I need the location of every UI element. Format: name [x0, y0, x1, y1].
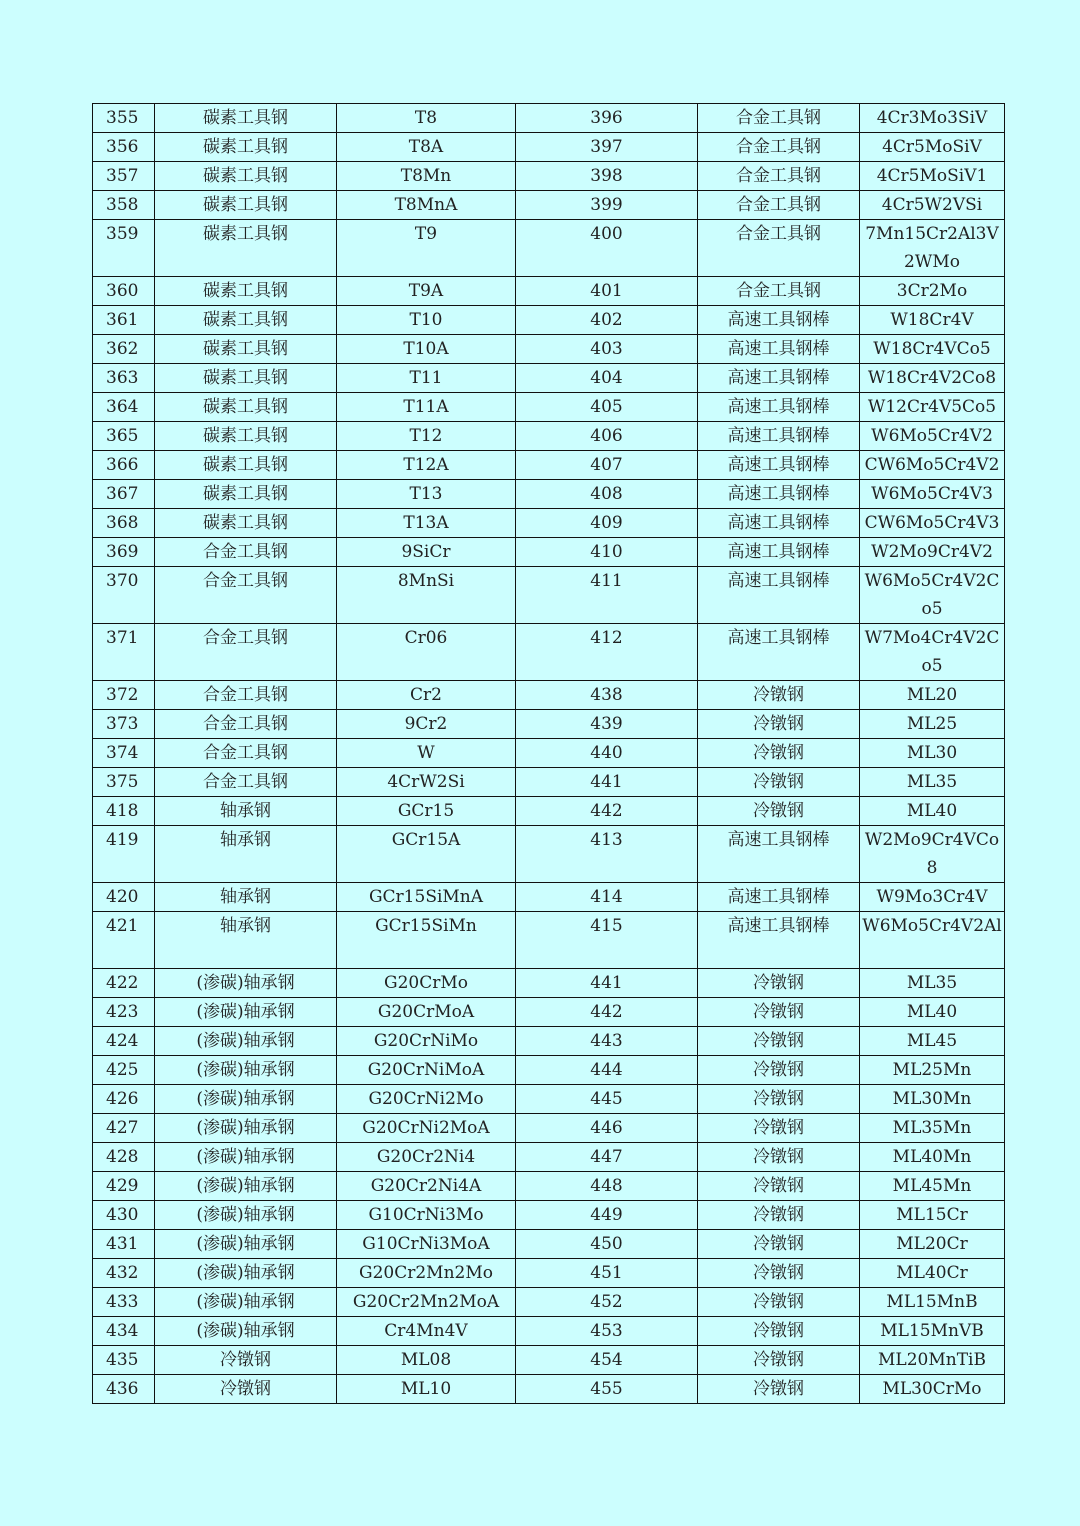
- row-number-cell: 427: [93, 1114, 155, 1143]
- steel-type-cell: 碳素工具钢: [155, 133, 337, 162]
- table-row: [93, 509, 1005, 538]
- steel-type-2-cell: 冷镦钢: [698, 1114, 860, 1143]
- steel-type-cell: (渗碳)轴承钢: [155, 1085, 337, 1114]
- grade-2-cell: 4Cr5W2VSi: [860, 191, 1005, 220]
- steel-type-2-cell: 高速工具钢棒: [698, 422, 860, 451]
- table-row: [93, 710, 1005, 739]
- grade-2-cell: ML40: [860, 998, 1005, 1027]
- grade-cell: T8A: [337, 133, 516, 162]
- table-row: [93, 826, 1005, 883]
- grade-2-cell: ML15Cr: [860, 1201, 1005, 1230]
- grade-cell: T12: [337, 422, 516, 451]
- row-number-cell: 420: [93, 883, 155, 912]
- table-row: [93, 364, 1005, 393]
- grade-cell: T8MnA: [337, 191, 516, 220]
- grade-2-cell: W7Mo4Cr4V2Co5: [860, 624, 1005, 681]
- row-number-cell: 423: [93, 998, 155, 1027]
- grade-cell: G20Cr2Mn2MoA: [337, 1288, 516, 1317]
- table-row: [93, 1143, 1005, 1172]
- grade-2-cell: W18Cr4VCo5: [860, 335, 1005, 364]
- grade-cell: T8: [337, 104, 516, 133]
- steel-type-2-cell: 冷镦钢: [698, 1056, 860, 1085]
- grade-2-cell: ML45Mn: [860, 1172, 1005, 1201]
- steel-type-cell: 轴承钢: [155, 912, 337, 969]
- row-number-2-cell: 401: [516, 277, 698, 306]
- table-row: [93, 883, 1005, 912]
- steel-type-cell: 合金工具钢: [155, 624, 337, 681]
- row-number-2-cell: 413: [516, 826, 698, 883]
- steel-type-cell: 碳素工具钢: [155, 393, 337, 422]
- steel-type-2-cell: 冷镦钢: [698, 1375, 860, 1404]
- grade-cell: G20CrNiMoA: [337, 1056, 516, 1085]
- steel-type-cell: (渗碳)轴承钢: [155, 1317, 337, 1346]
- steel-type-2-cell: 冷镦钢: [698, 1201, 860, 1230]
- steel-type-cell: (渗碳)轴承钢: [155, 1172, 337, 1201]
- steel-type-2-cell: 高速工具钢棒: [698, 335, 860, 364]
- steel-type-2-cell: 冷镦钢: [698, 1288, 860, 1317]
- grade-2-cell: W18Cr4V: [860, 306, 1005, 335]
- table-row: [93, 277, 1005, 306]
- row-number-cell: 361: [93, 306, 155, 335]
- grade-cell: 9SiCr: [337, 538, 516, 567]
- steel-type-cell: 碳素工具钢: [155, 509, 337, 538]
- table-row: [93, 739, 1005, 768]
- row-number-2-cell: 438: [516, 681, 698, 710]
- steel-type-cell: 冷镦钢: [155, 1375, 337, 1404]
- grade-2-cell: CW6Mo5Cr4V2: [860, 451, 1005, 480]
- table-row: [93, 1172, 1005, 1201]
- row-number-cell: 433: [93, 1288, 155, 1317]
- grade-cell: GCr15A: [337, 826, 516, 883]
- steel-type-2-cell: 合金工具钢: [698, 191, 860, 220]
- steel-type-cell: 碳素工具钢: [155, 191, 337, 220]
- grade-cell: T8Mn: [337, 162, 516, 191]
- row-number-cell: 366: [93, 451, 155, 480]
- grade-2-cell: W12Cr4V5Co5: [860, 393, 1005, 422]
- row-number-cell: 364: [93, 393, 155, 422]
- row-number-2-cell: 453: [516, 1317, 698, 1346]
- steel-type-cell: (渗碳)轴承钢: [155, 1288, 337, 1317]
- grade-2-cell: ML45: [860, 1027, 1005, 1056]
- grade-2-cell: ML35Mn: [860, 1114, 1005, 1143]
- steel-type-cell: 轴承钢: [155, 826, 337, 883]
- steel-type-cell: 合金工具钢: [155, 567, 337, 624]
- row-number-2-cell: 447: [516, 1143, 698, 1172]
- table-row: [93, 1259, 1005, 1288]
- table-row: [93, 969, 1005, 998]
- grade-cell: T10: [337, 306, 516, 335]
- table-row: [93, 393, 1005, 422]
- row-number-2-cell: 452: [516, 1288, 698, 1317]
- steel-type-2-cell: 合金工具钢: [698, 133, 860, 162]
- row-number-cell: 430: [93, 1201, 155, 1230]
- grade-cell: G10CrNi3Mo: [337, 1201, 516, 1230]
- steel-grade-table: [92, 103, 1005, 1404]
- grade-2-cell: CW6Mo5Cr4V3: [860, 509, 1005, 538]
- steel-type-2-cell: 合金工具钢: [698, 220, 860, 277]
- table-row: [93, 1317, 1005, 1346]
- grade-cell: 4CrW2Si: [337, 768, 516, 797]
- row-number-cell: 369: [93, 538, 155, 567]
- table-row: [93, 1201, 1005, 1230]
- grade-2-cell: 4Cr5MoSiV1: [860, 162, 1005, 191]
- row-number-cell: 424: [93, 1027, 155, 1056]
- grade-cell: ML10: [337, 1375, 516, 1404]
- steel-type-2-cell: 高速工具钢棒: [698, 393, 860, 422]
- row-number-cell: 371: [93, 624, 155, 681]
- grade-2-cell: W2Mo9Cr4VCo8: [860, 826, 1005, 883]
- grade-2-cell: ML40: [860, 797, 1005, 826]
- row-number-2-cell: 403: [516, 335, 698, 364]
- row-number-2-cell: 440: [516, 739, 698, 768]
- grade-2-cell: 3Cr2Mo: [860, 277, 1005, 306]
- grade-cell: W: [337, 739, 516, 768]
- steel-type-2-cell: 高速工具钢棒: [698, 883, 860, 912]
- table-row: [93, 220, 1005, 277]
- steel-type-cell: 轴承钢: [155, 797, 337, 826]
- row-number-2-cell: 399: [516, 191, 698, 220]
- table-row: [93, 567, 1005, 624]
- row-number-cell: 367: [93, 480, 155, 509]
- grade-cell: T10A: [337, 335, 516, 364]
- steel-type-cell: 合金工具钢: [155, 538, 337, 567]
- grade-cell: ML08: [337, 1346, 516, 1375]
- steel-type-cell: (渗碳)轴承钢: [155, 1259, 337, 1288]
- row-number-2-cell: 441: [516, 768, 698, 797]
- row-number-2-cell: 451: [516, 1259, 698, 1288]
- steel-type-2-cell: 冷镦钢: [698, 1027, 860, 1056]
- steel-type-cell: (渗碳)轴承钢: [155, 998, 337, 1027]
- row-number-2-cell: 410: [516, 538, 698, 567]
- table-row: [93, 624, 1005, 681]
- steel-type-2-cell: 冷镦钢: [698, 1172, 860, 1201]
- grade-2-cell: 7Mn15Cr2Al3V2WMo: [860, 220, 1005, 277]
- grade-2-cell: ML20Cr: [860, 1230, 1005, 1259]
- row-number-cell: 358: [93, 191, 155, 220]
- grade-cell: GCr15: [337, 797, 516, 826]
- row-number-cell: 436: [93, 1375, 155, 1404]
- steel-type-2-cell: 合金工具钢: [698, 104, 860, 133]
- grade-2-cell: ML40Cr: [860, 1259, 1005, 1288]
- steel-type-cell: 碳素工具钢: [155, 364, 337, 393]
- row-number-2-cell: 409: [516, 509, 698, 538]
- table-row: [93, 104, 1005, 133]
- grade-2-cell: ML30Mn: [860, 1085, 1005, 1114]
- row-number-2-cell: 404: [516, 364, 698, 393]
- steel-type-cell: (渗碳)轴承钢: [155, 1056, 337, 1085]
- row-number-cell: 431: [93, 1230, 155, 1259]
- row-number-cell: 362: [93, 335, 155, 364]
- steel-type-cell: (渗碳)轴承钢: [155, 1027, 337, 1056]
- row-number-cell: 357: [93, 162, 155, 191]
- steel-type-2-cell: 高速工具钢棒: [698, 364, 860, 393]
- row-number-2-cell: 449: [516, 1201, 698, 1230]
- table-row: [93, 1114, 1005, 1143]
- steel-type-2-cell: 高速工具钢棒: [698, 538, 860, 567]
- table-row: [93, 162, 1005, 191]
- table-row: [93, 1230, 1005, 1259]
- grade-cell: G10CrNi3MoA: [337, 1230, 516, 1259]
- steel-type-2-cell: 高速工具钢棒: [698, 480, 860, 509]
- row-number-2-cell: 445: [516, 1085, 698, 1114]
- grade-cell: T12A: [337, 451, 516, 480]
- table-row: [93, 538, 1005, 567]
- steel-type-cell: 冷镦钢: [155, 1346, 337, 1375]
- row-number-2-cell: 412: [516, 624, 698, 681]
- grade-cell: G20CrNi2MoA: [337, 1114, 516, 1143]
- row-number-2-cell: 402: [516, 306, 698, 335]
- steel-type-cell: 合金工具钢: [155, 710, 337, 739]
- table-row: [93, 1027, 1005, 1056]
- table-row: [93, 422, 1005, 451]
- table-row: [93, 335, 1005, 364]
- grade-cell: T11: [337, 364, 516, 393]
- steel-type-2-cell: 冷镦钢: [698, 1346, 860, 1375]
- steel-type-2-cell: 高速工具钢棒: [698, 567, 860, 624]
- row-number-cell: 370: [93, 567, 155, 624]
- steel-type-2-cell: 冷镦钢: [698, 1259, 860, 1288]
- grade-2-cell: ML20: [860, 681, 1005, 710]
- grade-2-cell: W9Mo3Cr4V: [860, 883, 1005, 912]
- steel-type-cell: 碳素工具钢: [155, 306, 337, 335]
- row-number-cell: 360: [93, 277, 155, 306]
- steel-type-cell: (渗碳)轴承钢: [155, 1201, 337, 1230]
- steel-type-2-cell: 冷镦钢: [698, 768, 860, 797]
- grade-cell: 8MnSi: [337, 567, 516, 624]
- steel-type-cell: 碳素工具钢: [155, 162, 337, 191]
- grade-2-cell: ML40Mn: [860, 1143, 1005, 1172]
- steel-type-cell: 合金工具钢: [155, 768, 337, 797]
- steel-type-cell: 碳素工具钢: [155, 220, 337, 277]
- row-number-2-cell: 439: [516, 710, 698, 739]
- steel-type-2-cell: 高速工具钢棒: [698, 509, 860, 538]
- row-number-cell: 425: [93, 1056, 155, 1085]
- row-number-2-cell: 446: [516, 1114, 698, 1143]
- steel-type-cell: (渗碳)轴承钢: [155, 1114, 337, 1143]
- steel-type-cell: 合金工具钢: [155, 681, 337, 710]
- row-number-cell: 422: [93, 969, 155, 998]
- table-row: [93, 768, 1005, 797]
- grade-cell: 9Cr2: [337, 710, 516, 739]
- row-number-2-cell: 406: [516, 422, 698, 451]
- grade-cell: Cr2: [337, 681, 516, 710]
- steel-type-2-cell: 冷镦钢: [698, 1317, 860, 1346]
- steel-type-cell: 碳素工具钢: [155, 104, 337, 133]
- steel-type-2-cell: 高速工具钢棒: [698, 912, 860, 969]
- row-number-2-cell: 454: [516, 1346, 698, 1375]
- grade-2-cell: ML25Mn: [860, 1056, 1005, 1085]
- steel-type-2-cell: 合金工具钢: [698, 277, 860, 306]
- steel-type-2-cell: 高速工具钢棒: [698, 624, 860, 681]
- row-number-2-cell: 397: [516, 133, 698, 162]
- row-number-2-cell: 411: [516, 567, 698, 624]
- row-number-cell: 372: [93, 681, 155, 710]
- row-number-2-cell: 442: [516, 998, 698, 1027]
- row-number-cell: 418: [93, 797, 155, 826]
- table-row: [93, 1288, 1005, 1317]
- steel-type-2-cell: 冷镦钢: [698, 1085, 860, 1114]
- steel-type-2-cell: 合金工具钢: [698, 162, 860, 191]
- steel-type-2-cell: 冷镦钢: [698, 998, 860, 1027]
- table-row: [93, 1085, 1005, 1114]
- row-number-2-cell: 443: [516, 1027, 698, 1056]
- grade-2-cell: W6Mo5Cr4V2Al: [860, 912, 1005, 969]
- row-number-cell: 363: [93, 364, 155, 393]
- grade-cell: GCr15SiMnA: [337, 883, 516, 912]
- row-number-cell: 426: [93, 1085, 155, 1114]
- steel-type-2-cell: 高速工具钢棒: [698, 826, 860, 883]
- steel-type-2-cell: 冷镦钢: [698, 797, 860, 826]
- steel-type-2-cell: 冷镦钢: [698, 1143, 860, 1172]
- row-number-2-cell: 455: [516, 1375, 698, 1404]
- row-number-2-cell: 444: [516, 1056, 698, 1085]
- row-number-cell: 421: [93, 912, 155, 969]
- steel-type-2-cell: 冷镦钢: [698, 969, 860, 998]
- steel-type-2-cell: 冷镦钢: [698, 681, 860, 710]
- row-number-cell: 359: [93, 220, 155, 277]
- grade-cell: T13A: [337, 509, 516, 538]
- steel-type-cell: (渗碳)轴承钢: [155, 1230, 337, 1259]
- grade-cell: Cr4Mn4V: [337, 1317, 516, 1346]
- row-number-2-cell: 442: [516, 797, 698, 826]
- grade-cell: G20Cr2Ni4: [337, 1143, 516, 1172]
- steel-type-cell: 碳素工具钢: [155, 335, 337, 364]
- table-row: [93, 1056, 1005, 1085]
- grade-2-cell: ML35: [860, 969, 1005, 998]
- grade-cell: G20Cr2Ni4A: [337, 1172, 516, 1201]
- table-row: [93, 1375, 1005, 1404]
- steel-type-2-cell: 冷镦钢: [698, 710, 860, 739]
- steel-type-2-cell: 高速工具钢棒: [698, 451, 860, 480]
- table-row: [93, 1346, 1005, 1375]
- grade-2-cell: W6Mo5Cr4V2: [860, 422, 1005, 451]
- steel-type-2-cell: 冷镦钢: [698, 1230, 860, 1259]
- row-number-cell: 429: [93, 1172, 155, 1201]
- row-number-2-cell: 441: [516, 969, 698, 998]
- steel-type-2-cell: 高速工具钢棒: [698, 306, 860, 335]
- grade-2-cell: ML15MnVB: [860, 1317, 1005, 1346]
- steel-type-cell: (渗碳)轴承钢: [155, 969, 337, 998]
- grade-2-cell: 4Cr3Mo3SiV: [860, 104, 1005, 133]
- steel-type-cell: (渗碳)轴承钢: [155, 1143, 337, 1172]
- row-number-2-cell: 408: [516, 480, 698, 509]
- row-number-cell: 368: [93, 509, 155, 538]
- steel-type-cell: 合金工具钢: [155, 739, 337, 768]
- table-row: [93, 681, 1005, 710]
- grade-2-cell: W6Mo5Cr4V2Co5: [860, 567, 1005, 624]
- row-number-cell: 435: [93, 1346, 155, 1375]
- grade-cell: G20Cr2Mn2Mo: [337, 1259, 516, 1288]
- grade-2-cell: ML35: [860, 768, 1005, 797]
- table-row: [93, 306, 1005, 335]
- grade-cell: T11A: [337, 393, 516, 422]
- row-number-cell: 365: [93, 422, 155, 451]
- grade-cell: T9A: [337, 277, 516, 306]
- row-number-cell: 355: [93, 104, 155, 133]
- steel-type-cell: 碳素工具钢: [155, 451, 337, 480]
- grade-2-cell: ML30: [860, 739, 1005, 768]
- row-number-2-cell: 400: [516, 220, 698, 277]
- steel-type-cell: 轴承钢: [155, 883, 337, 912]
- grade-2-cell: W18Cr4V2Co8: [860, 364, 1005, 393]
- row-number-2-cell: 414: [516, 883, 698, 912]
- table-row: [93, 912, 1005, 969]
- row-number-2-cell: 450: [516, 1230, 698, 1259]
- grade-2-cell: 4Cr5MoSiV: [860, 133, 1005, 162]
- grade-2-cell: W2Mo9Cr4V2: [860, 538, 1005, 567]
- table-row: [93, 191, 1005, 220]
- grade-cell: T9: [337, 220, 516, 277]
- row-number-2-cell: 398: [516, 162, 698, 191]
- grade-cell: T13: [337, 480, 516, 509]
- grade-cell: G20CrNiMo: [337, 1027, 516, 1056]
- row-number-cell: 428: [93, 1143, 155, 1172]
- grade-cell: G20CrNi2Mo: [337, 1085, 516, 1114]
- steel-type-cell: 碳素工具钢: [155, 480, 337, 509]
- row-number-cell: 374: [93, 739, 155, 768]
- row-number-cell: 356: [93, 133, 155, 162]
- row-number-cell: 375: [93, 768, 155, 797]
- table-row: [93, 480, 1005, 509]
- row-number-cell: 419: [93, 826, 155, 883]
- table-row: [93, 133, 1005, 162]
- grade-2-cell: ML30CrMo: [860, 1375, 1005, 1404]
- grade-2-cell: ML15MnB: [860, 1288, 1005, 1317]
- row-number-cell: 434: [93, 1317, 155, 1346]
- table-row: [93, 797, 1005, 826]
- table-row: [93, 451, 1005, 480]
- row-number-2-cell: 407: [516, 451, 698, 480]
- steel-type-2-cell: 冷镦钢: [698, 739, 860, 768]
- grade-cell: Cr06: [337, 624, 516, 681]
- grade-2-cell: ML25: [860, 710, 1005, 739]
- steel-type-cell: 碳素工具钢: [155, 277, 337, 306]
- table-row: [93, 998, 1005, 1027]
- row-number-2-cell: 448: [516, 1172, 698, 1201]
- row-number-2-cell: 405: [516, 393, 698, 422]
- grade-cell: G20CrMo: [337, 969, 516, 998]
- row-number-2-cell: 396: [516, 104, 698, 133]
- row-number-cell: 432: [93, 1259, 155, 1288]
- grade-cell: G20CrMoA: [337, 998, 516, 1027]
- grade-cell: GCr15SiMn: [337, 912, 516, 969]
- grade-2-cell: W6Mo5Cr4V3: [860, 480, 1005, 509]
- row-number-cell: 373: [93, 710, 155, 739]
- row-number-2-cell: 415: [516, 912, 698, 969]
- steel-type-cell: 碳素工具钢: [155, 422, 337, 451]
- grade-2-cell: ML20MnTiB: [860, 1346, 1005, 1375]
